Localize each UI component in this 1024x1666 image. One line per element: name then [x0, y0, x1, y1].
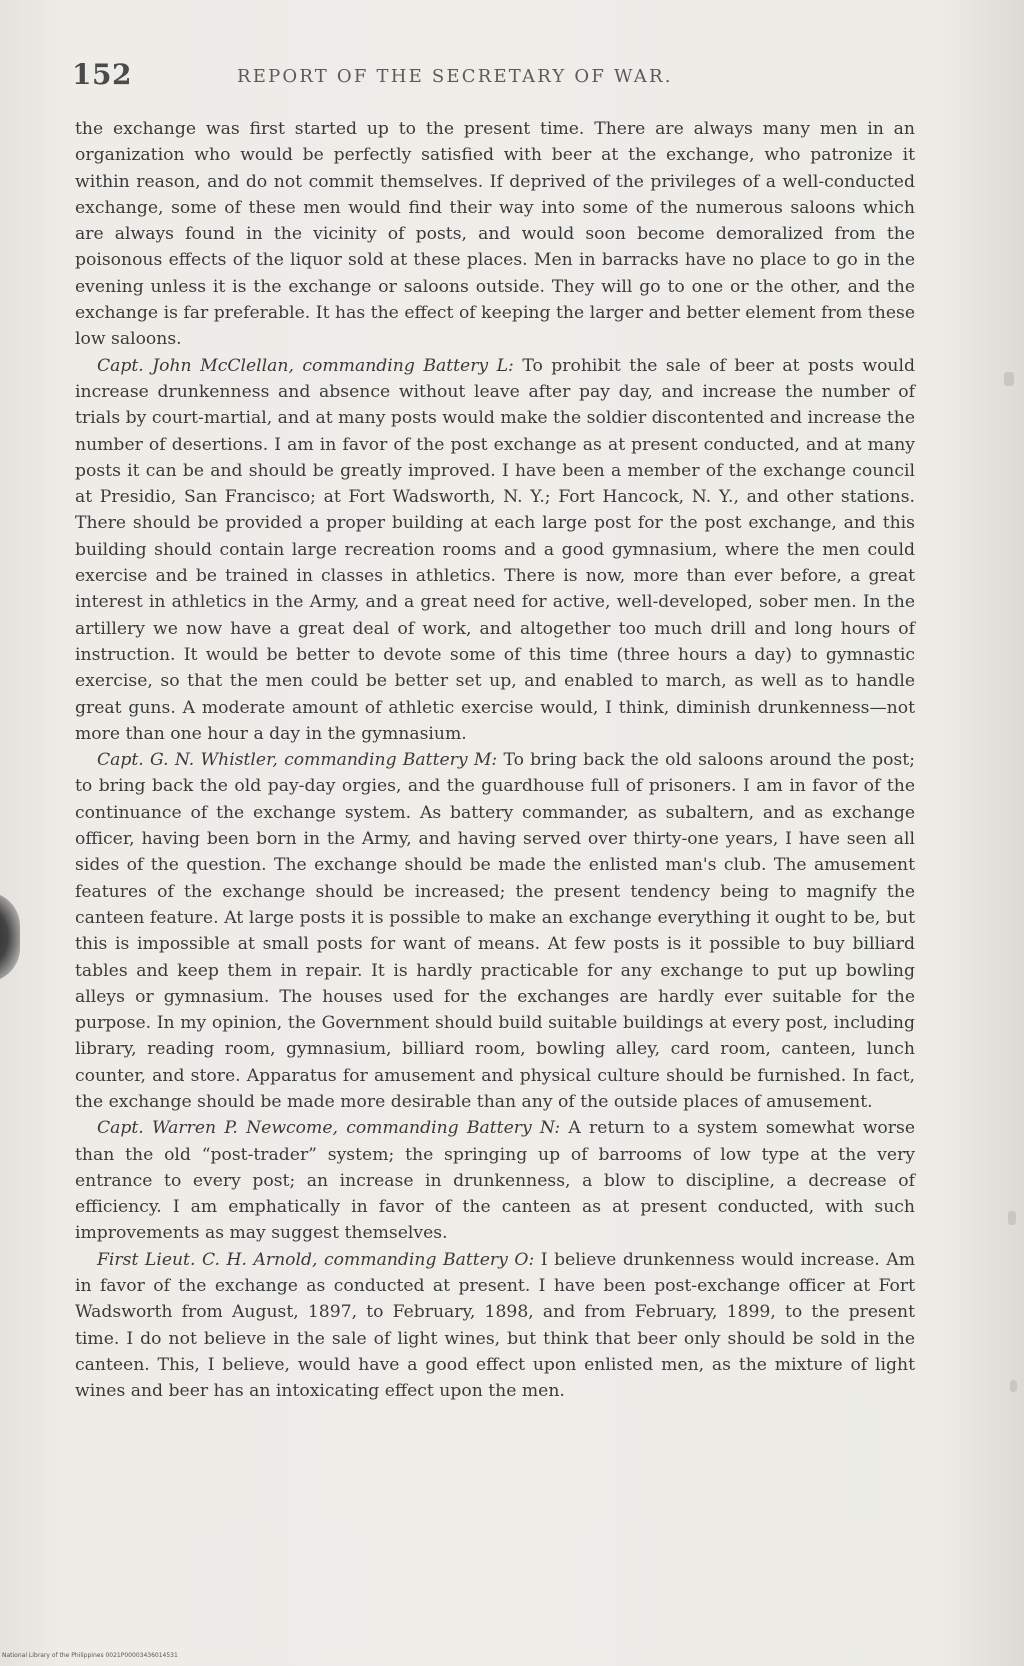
margin-mark — [1008, 1211, 1016, 1225]
speaker-label: Capt. Warren P. Newcome, commanding Battery N: — [97, 1118, 561, 1139]
paragraph-whistler — [75, 747, 915, 1115]
paragraph-text: To prohibit the sale of beer at posts would increase drunkenness and absence without leave after pay day, and increase the number of trials by court-martial, and at many posts would make the soldier discontented and increase the number of desertions. I am in favor of the post exchange as at present conducted, and at many posts it can be and should be greatly improved. I have been a member of the exchange council at Presidio, San Francisco; at Fort Wadsworth, N. Y.; Fort Hancock, N. Y., and other stations. There should be provided a proper building at each large post for the post exchange, and this building should contain large recreation rooms and a good gymnasium, where the men could exercise and be trained in classes in athletics. There is now, more than ever before, a great interest in athletics in the Army, and a great need for active, well-developed, sober men. In the artillery we now have a great deal of work, and altogether too much drill and long hours of instruction. It would be better to devote some of this time (three hours a day) to gymnastic exercise, so that the men could be better set up, and enabled to march, as well as to handle great guns. A moderate amount of athletic exercise would, I think, diminish drunkenness—not more than one hour a day in the gymnasium. — [75, 355, 916, 744]
paragraph-text: A return to a system somewhat worse than the old “post-trader” system; the springing up of barrooms of low type at the very entrance to every post; an increase in drunkenness, a blow to discipline, a decrease of efficiency. I am emphatically in favor of the canteen as at present conducted, with such improvements as may suggest themselves. — [75, 1118, 915, 1244]
margin-mark — [1004, 372, 1014, 386]
page-number: 152 — [72, 58, 132, 91]
scan-footer-note: National Library of the Philippines 0021P00003436014531 — [2, 1652, 178, 1659]
paragraph-newcome — [75, 1115, 915, 1246]
body-text — [75, 116, 915, 1405]
speaker-label: Capt. John McClellan, commanding Battery L: — [97, 355, 514, 376]
running-head: REPORT OF THE SECRETARY OF WAR. — [237, 66, 673, 87]
thumb-shadow — [0, 892, 20, 982]
speaker-label: Capt. G. N. Whistler, commanding Battery M: — [97, 750, 498, 771]
paragraph-text: I believe drunkenness would increase. Am in favor of the exchange as conducted at present. I have been post-exchange officer at Fort Wadsworth from August, 1897, to February, 1898, and from February, 1899, to the present time. I do not believe in the sale of light wines, but think that beer only should be sold in the canteen. This, I believe, would have a good effect upon enlisted men, as the mixture of light wines and beer has an intoxicating effect upon the men. — [75, 1249, 915, 1402]
paragraph-continuation — [75, 116, 915, 353]
page-header — [72, 58, 927, 98]
margin-mark — [1010, 1380, 1017, 1392]
paragraph-mcclellan — [75, 353, 915, 747]
paragraph-text: To bring back the old saloons around the post; to bring back the old pay-day orgies, and the guardhouse full of prisoners. I am in favor of the continuance of the exchange system. As battery commander, as subaltern, and as exchange officer, having been born in the Army, and having served over thirty-one years, I have seen all sides of the question. The exchange should be made the enlisted man's club. The amusement features of the exchange should be increased; the present tendency being to magnify the canteen feature. At large posts it is possible to make an exchange everything it ought to be, but this is impossible at small posts for want of means. At few posts is it possible to buy billiard tables and keep them in repair. It is hardly practicable for any exchange to put up bowling alleys or gymnasium. The houses used for the exchanges are hardly ever suitable for the purpose. In my opinion, the Government should build suitable buildings at every post, including library, reading room, gymnasium, billiard room, bowling alley, card room, canteen, lunch counter, and store. Apparatus for amusement and physical culture should be furnished. In fact, the exchange should be made more desirable than any of the outside places of amusement. — [75, 750, 915, 1112]
paragraph-arnold — [75, 1247, 915, 1405]
speaker-label: First Lieut. C. H. Arnold, commanding Battery O: — [97, 1249, 535, 1270]
paragraph-text: the exchange was first started up to the present time. There are always many men in an organization who would be perfectly satisfied with beer at the exchange, who patronize it within reason, and do not commit themselves. If deprived of the privileges of a well-conducted exchange, some of these men would find their way into some of the numerous saloons which are always found in the vicinity of posts, and would soon become demoralized from the poisonous effects of the liquor sold at these places. Men in barracks have no place to go in the evening unless it is the exchange or saloons outside. They will go to one or the other, and the exchange is far preferable. It has the effect of keeping the larger and better element from these low saloons. — [75, 119, 915, 350]
